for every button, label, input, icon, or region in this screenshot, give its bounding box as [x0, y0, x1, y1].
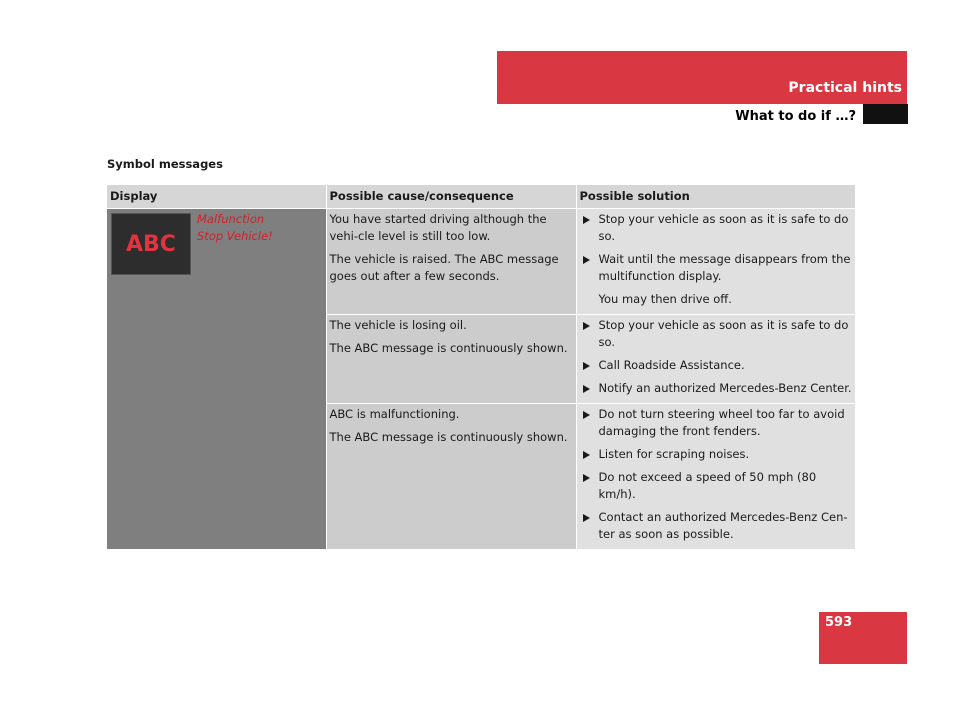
solution-step: Do not exceed a speed of 50 mph (80 km/h).	[580, 469, 853, 503]
column-header-cause: Possible cause/consequence	[326, 185, 576, 209]
solution-cell	[576, 209, 855, 315]
section-heading: Practical hints	[788, 80, 902, 96]
table-header-row	[107, 185, 855, 209]
column-header-solution: Possible solution	[576, 185, 855, 209]
page-title: Symbol messages	[107, 157, 223, 171]
display-message-line1: Malfunction	[197, 212, 265, 226]
subsection-heading: What to do if …?	[735, 109, 856, 124]
display-message	[197, 211, 273, 245]
symbol-messages-table	[107, 185, 855, 549]
arrow-icon	[583, 362, 590, 370]
arrow-icon	[583, 322, 590, 330]
solution-cell	[576, 404, 855, 550]
cause-text: The ABC message is continuously shown.	[329, 341, 568, 355]
cause-text: The vehicle is raised. The ABC message goes out after a few seconds.	[329, 252, 559, 283]
solution-step: Do not turn steering wheel too far to avoid damaging the front fenders.	[580, 406, 853, 440]
arrow-icon	[583, 474, 590, 482]
solution-step: Wait until the message disappears from the multifunction display.	[580, 251, 853, 285]
cause-text: You have started driving although the vehi-cle level is still too low.	[329, 212, 547, 243]
header-tab-marker	[863, 104, 908, 124]
solution-note: You may then drive off.	[598, 292, 732, 306]
solution-step: Call Roadside Assistance.	[580, 357, 853, 374]
cause-cell	[326, 315, 576, 404]
solution-step: Listen for scraping noises.	[580, 446, 853, 463]
arrow-icon	[583, 451, 590, 459]
cause-cell	[326, 209, 576, 315]
solution-step: Contact an authorized Mercedes-Benz Cen-ter as soon as possible.	[580, 509, 853, 543]
arrow-icon	[583, 514, 590, 522]
abc-warning-symbol: ABC	[111, 213, 191, 275]
arrow-icon	[583, 216, 590, 224]
header-band	[497, 51, 907, 104]
display-message-line2: Stop Vehicle!	[197, 229, 273, 243]
arrow-icon	[583, 256, 590, 264]
cause-text: ABC is malfunctioning.	[329, 407, 460, 421]
solution-step: Stop your vehicle as soon as it is safe to do so.	[580, 317, 853, 351]
column-header-display: Display	[107, 185, 326, 209]
arrow-icon	[583, 385, 590, 393]
arrow-icon	[583, 411, 590, 419]
table-row	[107, 209, 855, 315]
solution-cell	[576, 315, 855, 404]
cause-text: The ABC message is continuously shown.	[329, 430, 568, 444]
solution-step: Notify an authorized Mercedes-Benz Center.	[580, 380, 853, 397]
solution-step: Stop your vehicle as soon as it is safe to do so.	[580, 211, 853, 245]
page-number: 593	[825, 615, 853, 630]
display-cell	[107, 209, 326, 550]
cause-cell	[326, 404, 576, 550]
cause-text: The vehicle is losing oil.	[329, 318, 467, 332]
